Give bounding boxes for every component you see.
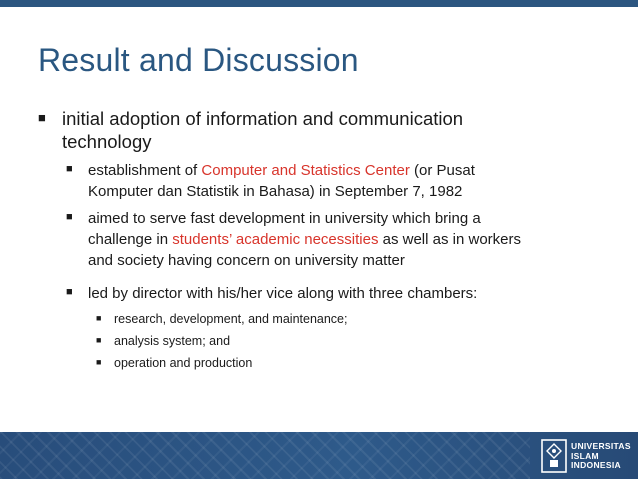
university-logo (541, 436, 637, 476)
square-bullet-icon: ■ (96, 357, 102, 367)
top-band (0, 0, 638, 7)
square-bullet-icon: ■ (38, 110, 46, 125)
bullet-item-2 (66, 208, 521, 271)
slide-title: Result and Discussion (38, 42, 359, 78)
sub-item-text: analysis system; and (114, 334, 231, 348)
logo-line: UNIVERSITAS (571, 441, 631, 451)
bullet-line: and society having concern on university matter (88, 252, 405, 269)
logo-text (571, 442, 631, 471)
bullet-line (88, 229, 521, 250)
square-bullet-icon: ■ (96, 313, 102, 323)
bullet-line: Komputer dan Statistik in Bahasa) in September 7, 1982 (88, 183, 463, 200)
bullet-line: led by director with his/her vice along with three chambers: (88, 285, 478, 302)
bullet-line: aimed to serve fast development in university which bring a (88, 210, 481, 227)
sub-item-2 (96, 333, 230, 350)
square-bullet-icon: ■ (66, 163, 73, 175)
bullet-level1 (38, 107, 463, 153)
highlight-text: Computer and Statistics Center (201, 162, 410, 179)
logo-line: ISLAM (571, 450, 599, 461)
footer-pattern (0, 432, 530, 479)
text-span: as well as in workers (378, 231, 521, 248)
square-bullet-icon: ■ (66, 211, 73, 223)
text-span: establishment of (88, 162, 202, 179)
sub-item-1 (96, 311, 347, 328)
sub-item-3 (96, 355, 252, 372)
logo-line: INDONESIA (571, 460, 621, 470)
bullet-line (88, 160, 475, 181)
emblem-icon (541, 439, 567, 473)
bullet-line: initial adoption of information and communication (62, 108, 464, 129)
sub-item-text: research, development, and maintenance; (114, 312, 348, 326)
square-bullet-icon: ■ (96, 335, 102, 345)
sub-item-text: operation and production (114, 356, 253, 370)
text-span: challenge in (88, 231, 173, 248)
bullet-item-3 (66, 283, 477, 304)
bullet-item-1 (66, 160, 475, 202)
text-span: (or Pusat (409, 162, 475, 179)
square-bullet-icon: ■ (66, 286, 73, 298)
highlight-text: students’ academic necessities (172, 231, 379, 248)
bullet-line: technology (62, 131, 152, 152)
